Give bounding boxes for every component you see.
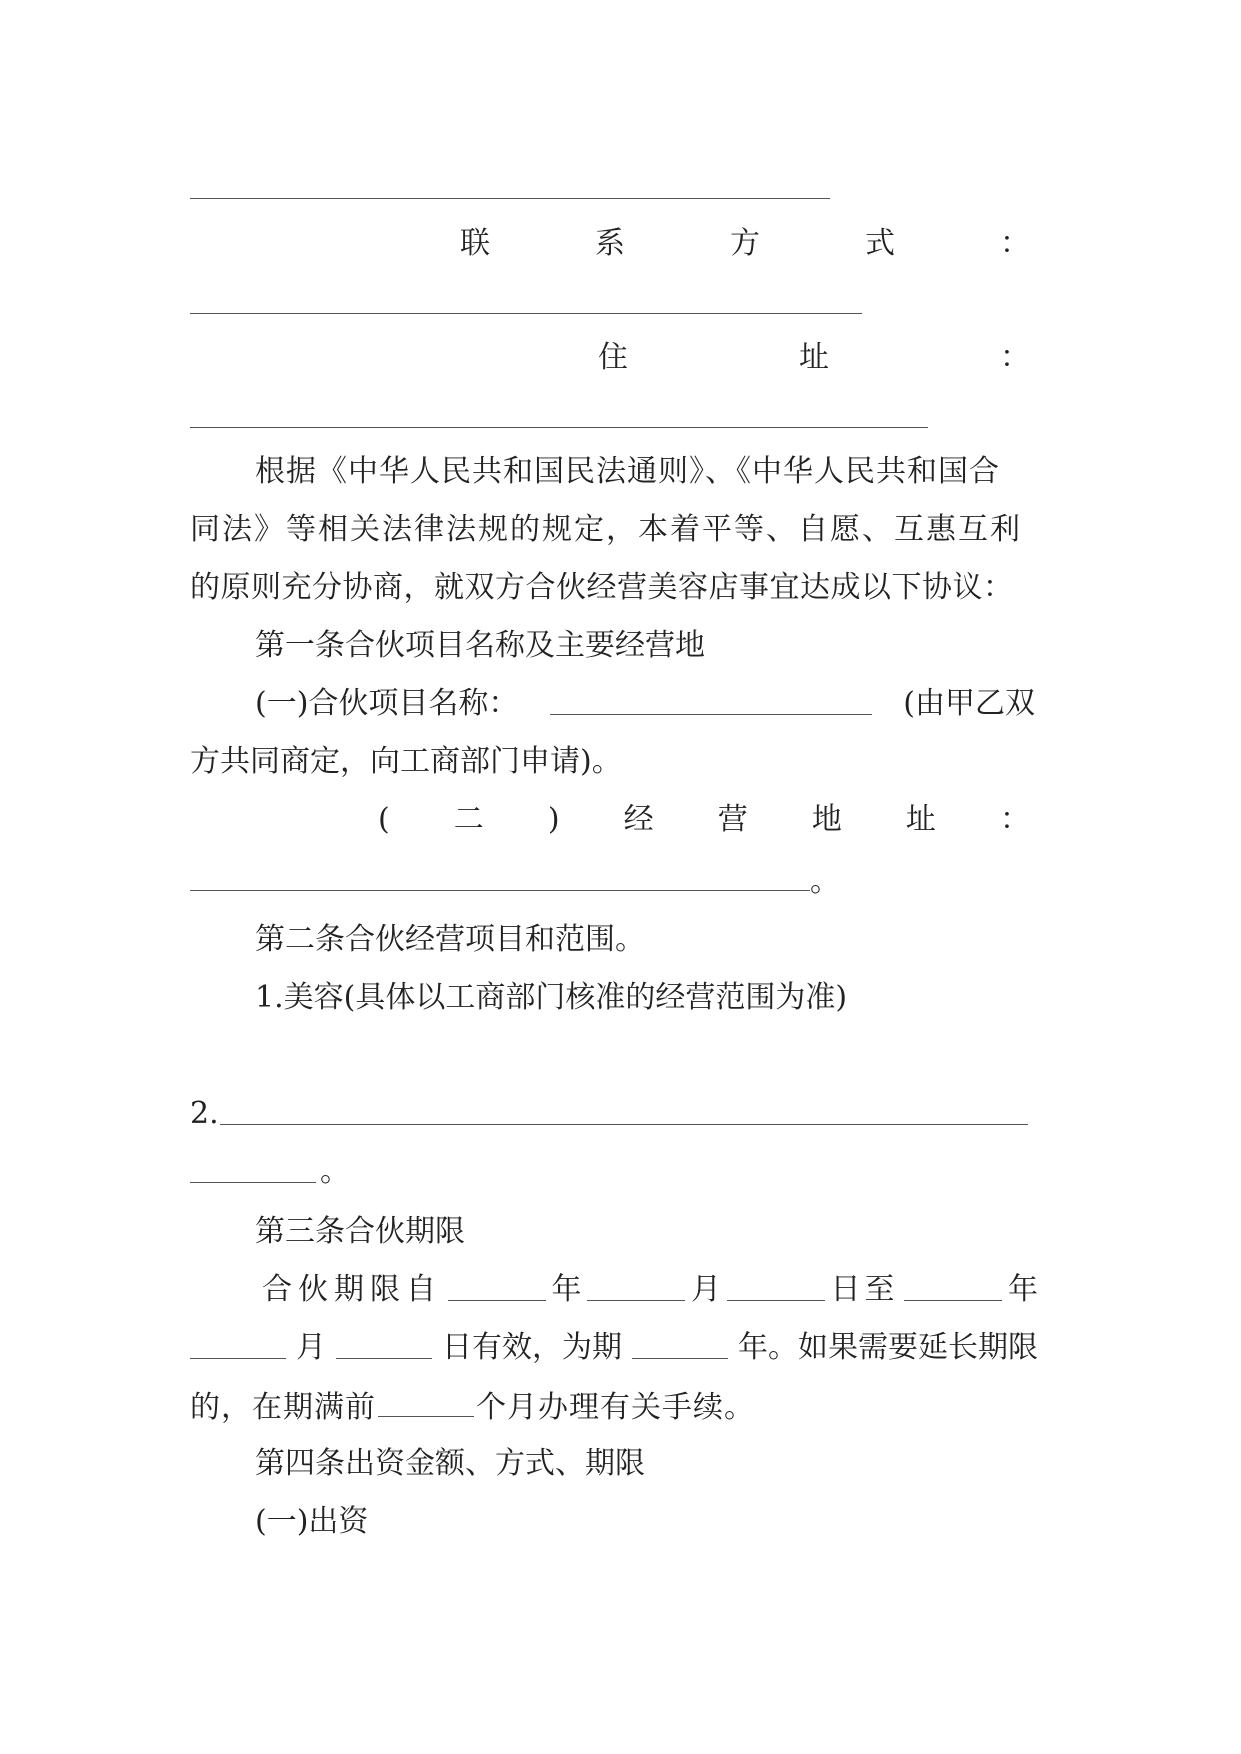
preamble-line: 同法》等相关法律法规的规定，本着平等、自愿、互惠互利 bbox=[190, 512, 1022, 547]
term-text: 日有效，为期 bbox=[442, 1330, 622, 1365]
article-3-title: 第三条合伙期限 bbox=[255, 1214, 465, 1249]
term-text: 年。如果需要延长期限 bbox=[738, 1330, 1038, 1365]
article-1-item-1-cont: 方共同商定，向工商部门申请)。 bbox=[190, 744, 622, 779]
term-text: 月 bbox=[296, 1330, 326, 1365]
preamble-line: 根据《中华人民共和国民法通则》、《中华人民共和国合 bbox=[255, 454, 1000, 489]
article-1-title: 第一条合伙项目名称及主要经营地 bbox=[255, 628, 705, 663]
business-address-label-row bbox=[378, 800, 1030, 840]
label-char: ) bbox=[547, 802, 560, 837]
item-prefix: (一)合伙项目名称： bbox=[255, 686, 519, 721]
article-4-title: 第四条出资金额、方式、期限 bbox=[255, 1446, 645, 1481]
label-char: 经 bbox=[623, 802, 654, 837]
label-char: 址 bbox=[905, 802, 936, 837]
article-2-title: 第二条合伙经营项目和范围。 bbox=[255, 922, 645, 957]
term-line-1 bbox=[262, 1270, 1038, 1310]
term-text: 合伙期限自 bbox=[262, 1272, 442, 1307]
label-char: 系 bbox=[595, 226, 625, 261]
term-text: 年 bbox=[1008, 1272, 1038, 1307]
business-address-fill-line bbox=[190, 890, 810, 891]
label-char: 二 bbox=[453, 802, 484, 837]
months-blank bbox=[378, 1386, 474, 1417]
contact-fill-line bbox=[190, 313, 862, 314]
project-name-blank bbox=[550, 684, 872, 715]
duration-blank bbox=[632, 1328, 728, 1359]
scope-fill-line bbox=[220, 1124, 1028, 1125]
address-label-row bbox=[598, 338, 1030, 378]
label-char: ( bbox=[378, 802, 390, 837]
fill-line bbox=[190, 198, 830, 199]
term-line-3 bbox=[190, 1386, 1050, 1428]
address-fill-line bbox=[190, 427, 928, 428]
month-blank bbox=[587, 1270, 685, 1301]
term-text: 日至 bbox=[830, 1272, 899, 1307]
period: 。 bbox=[320, 1154, 350, 1189]
label-char: 式 bbox=[865, 226, 895, 261]
term-text: 的，在期满前 bbox=[190, 1390, 376, 1425]
label-char: 营 bbox=[717, 802, 748, 837]
scope-fill-line-2 bbox=[190, 1182, 316, 1183]
term-text: 年 bbox=[551, 1272, 582, 1307]
contact-label-row bbox=[460, 224, 1030, 264]
label-char: 方 bbox=[730, 226, 760, 261]
label-char: 住 bbox=[598, 340, 628, 375]
article-2-item-2-prefix: 2. bbox=[190, 1096, 219, 1131]
year-blank bbox=[448, 1270, 546, 1301]
year-blank bbox=[904, 1270, 1002, 1301]
month-blank bbox=[190, 1328, 286, 1359]
term-text: 月 bbox=[691, 1272, 721, 1307]
day-blank bbox=[727, 1270, 825, 1301]
label-char: ： bbox=[999, 802, 1030, 837]
item-suffix: (由甲乙双 bbox=[903, 686, 1035, 721]
article-2-item-1: 1.美容(具体以工商部门核准的经营范围为准) bbox=[255, 980, 848, 1015]
term-text: 个月办理有关手续。 bbox=[476, 1390, 755, 1425]
label-char: 地 bbox=[811, 802, 842, 837]
article-4-item-1: (一)出资 bbox=[255, 1504, 369, 1539]
label-char: 联 bbox=[460, 226, 490, 261]
article-1-item-1 bbox=[255, 684, 1035, 724]
preamble-line: 的原则充分协商，就双方合伙经营美容店事宜达成以下协议： bbox=[190, 570, 1014, 605]
term-line-2 bbox=[190, 1328, 1038, 1368]
period: 。 bbox=[810, 864, 840, 899]
label-char: ： bbox=[1000, 226, 1030, 261]
day-blank bbox=[336, 1328, 432, 1359]
label-char: 址 bbox=[799, 340, 829, 375]
label-char: ： bbox=[1000, 340, 1030, 375]
